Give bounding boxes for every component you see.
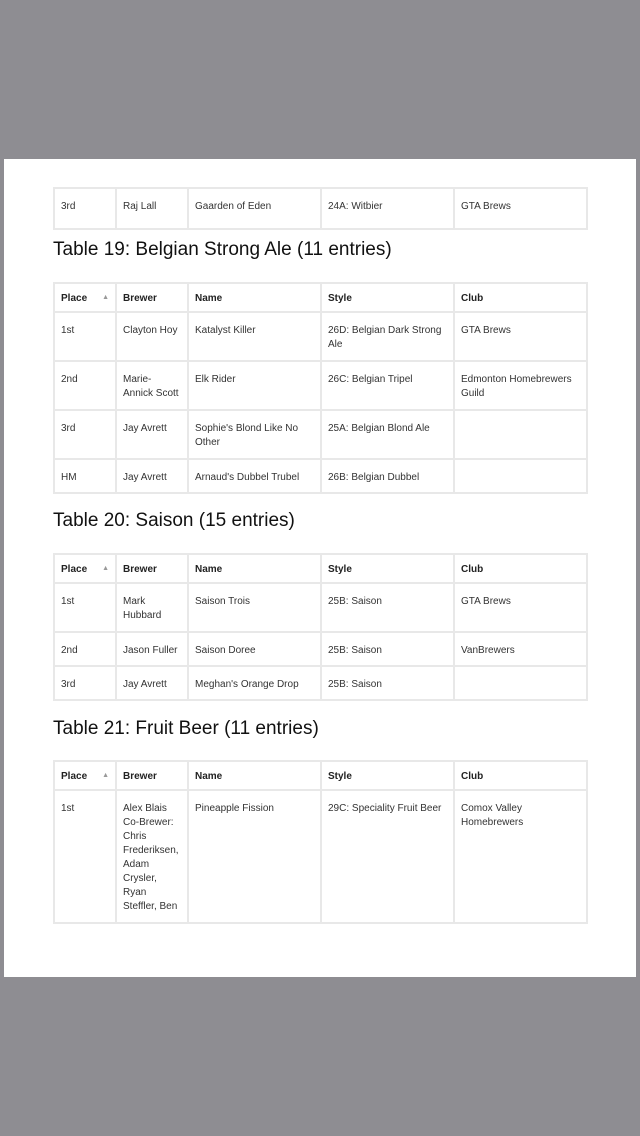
cell-style: 25B: Saison xyxy=(321,666,454,700)
previous-table-fragment xyxy=(4,199,636,229)
column-header-label: Club xyxy=(461,293,484,304)
cell-place: 2nd xyxy=(54,632,116,666)
column-header-label: Name xyxy=(195,293,223,304)
column-header-label: Name xyxy=(195,564,223,575)
cell-brewer: Jay Avrett xyxy=(116,459,188,493)
column-header-label: Name xyxy=(195,771,223,782)
table-header-row xyxy=(54,554,587,583)
sort-ascending-icon[interactable]: ▲ xyxy=(102,294,109,301)
column-header-label: Club xyxy=(461,564,484,575)
results-table-20 xyxy=(53,553,588,701)
column-header-label: Place xyxy=(61,771,88,782)
column-header-place[interactable] xyxy=(54,283,116,312)
cell-place: 2nd xyxy=(54,361,116,410)
cell-club: VanBrewers xyxy=(454,632,587,666)
column-header-brewer[interactable] xyxy=(116,283,188,312)
table-header-row xyxy=(54,761,587,790)
cell-name: Katalyst Killer xyxy=(188,312,321,361)
cell-style: 25A: Belgian Blond Ale xyxy=(321,410,454,459)
cell-style: 26C: Belgian Tripel xyxy=(321,361,454,410)
cell-club xyxy=(454,459,587,493)
cell-style: 25B: Saison xyxy=(321,632,454,666)
cell-name: Saison Trois xyxy=(188,583,321,632)
column-header-name[interactable] xyxy=(188,761,321,790)
column-header-label: Place xyxy=(61,564,88,575)
cell-brewer: Jay Avrett xyxy=(116,666,188,700)
cell-name: Arnaud's Dubbel Trubel xyxy=(188,459,321,493)
column-header-club[interactable] xyxy=(454,283,587,312)
sort-ascending-icon[interactable]: ▲ xyxy=(102,772,109,779)
column-header-club[interactable] xyxy=(454,554,587,583)
table-row xyxy=(54,312,587,361)
cell-brewer: Clayton Hoy xyxy=(116,312,188,361)
cell-club xyxy=(454,666,587,700)
cell-brewer: Alex Blais Co-Brewer: Chris Frederiksen, Adam Crysler, Ryan Steffler, Ben xyxy=(116,790,188,923)
cell-club: Comox Valley Homebrewers xyxy=(454,790,587,923)
table-row xyxy=(54,632,587,666)
cell-style: 26B: Belgian Dubbel xyxy=(321,459,454,493)
table-19-title: Table 19: Belgian Strong Ale (11 entries) xyxy=(53,239,392,260)
cell-name: Meghan's Orange Drop xyxy=(188,666,321,700)
results-table-19 xyxy=(53,282,588,494)
table-row xyxy=(54,790,587,923)
column-header-brewer[interactable] xyxy=(116,554,188,583)
document-page xyxy=(4,159,636,977)
results-table xyxy=(53,187,588,230)
table-row xyxy=(54,583,587,632)
cell-brewer: Mark Hubbard xyxy=(116,583,188,632)
column-header-label: Style xyxy=(328,293,352,304)
column-header-brewer[interactable] xyxy=(116,761,188,790)
table-21-title: Table 21: Fruit Beer (11 entries) xyxy=(53,718,319,739)
cell-style: 25B: Saison xyxy=(321,583,454,632)
column-header-style[interactable] xyxy=(321,283,454,312)
table-row xyxy=(54,459,587,493)
cell-brewer: Jay Avrett xyxy=(116,410,188,459)
column-header-name[interactable] xyxy=(188,283,321,312)
column-header-label: Style xyxy=(328,564,352,575)
column-header-label: Brewer xyxy=(123,293,157,304)
cell-place: 3rd xyxy=(54,410,116,459)
column-header-label: Place xyxy=(61,293,88,304)
column-header-label: Style xyxy=(328,771,352,782)
cell-club: GTA Brews xyxy=(454,583,587,632)
cell-brewer: Marie-Annick Scott xyxy=(116,361,188,410)
column-header-name[interactable] xyxy=(188,554,321,583)
cell-place: 1st xyxy=(54,312,116,361)
cell-club: GTA Brews xyxy=(454,188,587,229)
cell-brewer: Jason Fuller xyxy=(116,632,188,666)
column-header-place[interactable] xyxy=(54,761,116,790)
cell-name: Sophie's Blond Like No Other xyxy=(188,410,321,459)
cell-place: 1st xyxy=(54,790,116,923)
column-header-label: Club xyxy=(461,771,484,782)
column-header-label: Brewer xyxy=(123,564,157,575)
cell-place: 1st xyxy=(54,583,116,632)
cell-brewer: Raj Lall xyxy=(116,188,188,229)
cell-name: Elk Rider xyxy=(188,361,321,410)
table-row xyxy=(54,361,587,410)
column-header-club[interactable] xyxy=(454,761,587,790)
cell-name: Saison Doree xyxy=(188,632,321,666)
cell-place: HM xyxy=(54,459,116,493)
column-header-style[interactable] xyxy=(321,761,454,790)
table-row xyxy=(54,188,587,229)
cell-style: 24A: Witbier xyxy=(321,188,454,229)
cell-place: 3rd xyxy=(54,188,116,229)
cell-style: 26D: Belgian Dark Strong Ale xyxy=(321,312,454,361)
cell-club: Edmonton Homebrewers Guild xyxy=(454,361,587,410)
results-table-21 xyxy=(53,760,588,924)
column-header-label: Brewer xyxy=(123,771,157,782)
cell-name: Pineapple Fission xyxy=(188,790,321,923)
table-row xyxy=(54,666,587,700)
table-21-clip xyxy=(4,760,636,912)
table-20-title: Table 20: Saison (15 entries) xyxy=(53,510,295,531)
cell-club: GTA Brews xyxy=(454,312,587,361)
table-header-row xyxy=(54,283,587,312)
cell-club xyxy=(454,410,587,459)
column-header-style[interactable] xyxy=(321,554,454,583)
column-header-place[interactable] xyxy=(54,554,116,583)
sort-ascending-icon[interactable]: ▲ xyxy=(102,565,109,572)
cell-style: 29C: Speciality Fruit Beer xyxy=(321,790,454,923)
cell-name: Gaarden of Eden xyxy=(188,188,321,229)
cell-place: 3rd xyxy=(54,666,116,700)
table-row xyxy=(54,410,587,459)
